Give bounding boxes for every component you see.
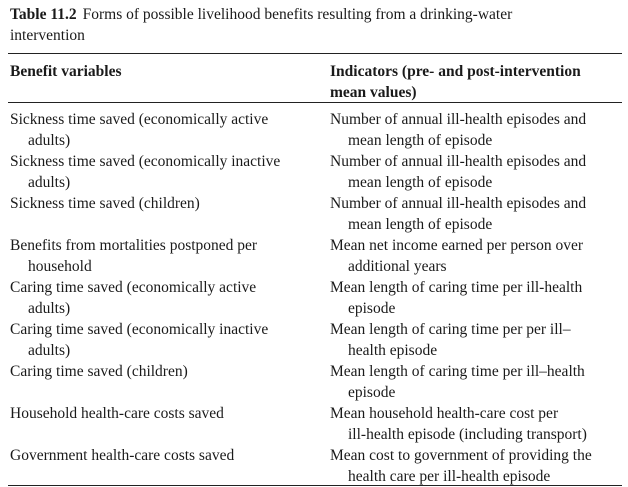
benefit-line-1: Benefits from mortalities postponed per	[10, 237, 258, 254]
indicator-cell	[330, 151, 586, 193]
indicator-line-2: mean length of episode	[348, 216, 493, 233]
benefit-line-1: Household health-care costs saved	[10, 405, 224, 422]
benefit-line-2: household	[28, 258, 92, 275]
table-caption	[10, 4, 618, 46]
indicator-line-2: mean length of episode	[348, 174, 493, 191]
benefit-line-1: Caring time saved (economically inactive	[10, 321, 269, 338]
benefit-variable-cell	[10, 445, 234, 466]
benefit-variable-cell	[10, 193, 200, 214]
caption-line-1	[10, 4, 618, 25]
indicator-line-2: mean length of episode	[348, 132, 493, 149]
caption-line-2: intervention	[10, 27, 85, 44]
indicator-cell	[330, 277, 582, 319]
indicator-line-2: episode	[348, 384, 396, 401]
indicator-cell	[330, 403, 587, 445]
benefit-line-1: Caring time saved (economically active	[10, 279, 257, 296]
benefit-line-1: Sickness time saved (economically inactive	[10, 153, 281, 170]
benefit-variable-cell	[10, 277, 256, 319]
header-benefit-variables: Benefit variables	[10, 63, 122, 80]
indicator-line-2: ill-health episode (including transport)	[348, 426, 587, 443]
table-number: Table 11.2	[10, 6, 77, 23]
benefit-variable-cell	[10, 361, 188, 382]
benefit-line-1: Caring time saved (children)	[10, 363, 188, 380]
indicator-line-1: Mean length of caring time per ill–health	[330, 363, 585, 380]
indicator-line-1: Mean length of caring time per per ill–	[330, 321, 571, 338]
indicator-line-1: Mean cost to government of providing the	[330, 447, 592, 464]
top-rule	[8, 53, 622, 54]
benefit-line-1: Sickness time saved (children)	[10, 195, 200, 212]
indicator-line-2: health care per ill-health episode	[348, 468, 551, 485]
indicator-cell	[330, 193, 586, 235]
indicator-line-1: Mean household health-care cost per	[330, 405, 559, 422]
benefit-variable-cell	[10, 403, 224, 424]
header-rule	[8, 102, 622, 103]
indicator-line-1: Number of annual ill-health episodes and	[330, 111, 587, 128]
indicator-cell	[330, 445, 592, 487]
caption-title: Forms of possible livelihood benefits resulting from a drinking-water	[82, 6, 513, 23]
benefit-variable-cell	[10, 319, 268, 361]
benefit-line-2: adults)	[28, 342, 71, 359]
indicator-line-2: additional years	[348, 258, 447, 275]
indicator-line-1: Mean length of caring time per ill-health	[330, 279, 583, 296]
indicator-cell	[330, 235, 583, 277]
indicator-line-1: Number of annual ill-health episodes and	[330, 195, 587, 212]
indicator-line-1: Mean net income earned per person over	[330, 237, 584, 254]
benefit-variable-cell	[10, 235, 257, 277]
benefit-line-1: Government health-care costs saved	[10, 447, 235, 464]
benefit-line-1: Sickness time saved (economically active	[10, 111, 269, 128]
benefit-line-2: adults)	[28, 174, 71, 191]
indicator-cell	[330, 319, 571, 361]
indicator-line-1: Number of annual ill-health episodes and	[330, 153, 587, 170]
header-indicators-line-2: mean values)	[330, 84, 417, 101]
benefit-line-2: adults)	[28, 300, 71, 317]
benefit-variable-cell	[10, 151, 280, 193]
header-indicators-line-1: Indicators (pre- and post-intervention	[330, 63, 581, 80]
indicator-line-2: health episode	[348, 342, 438, 359]
benefit-variable-cell	[10, 109, 268, 151]
header-indicators	[330, 61, 620, 103]
indicator-cell	[330, 109, 586, 151]
benefit-line-2: adults)	[28, 132, 71, 149]
indicator-cell	[330, 361, 585, 403]
indicator-line-2: episode	[348, 300, 396, 317]
